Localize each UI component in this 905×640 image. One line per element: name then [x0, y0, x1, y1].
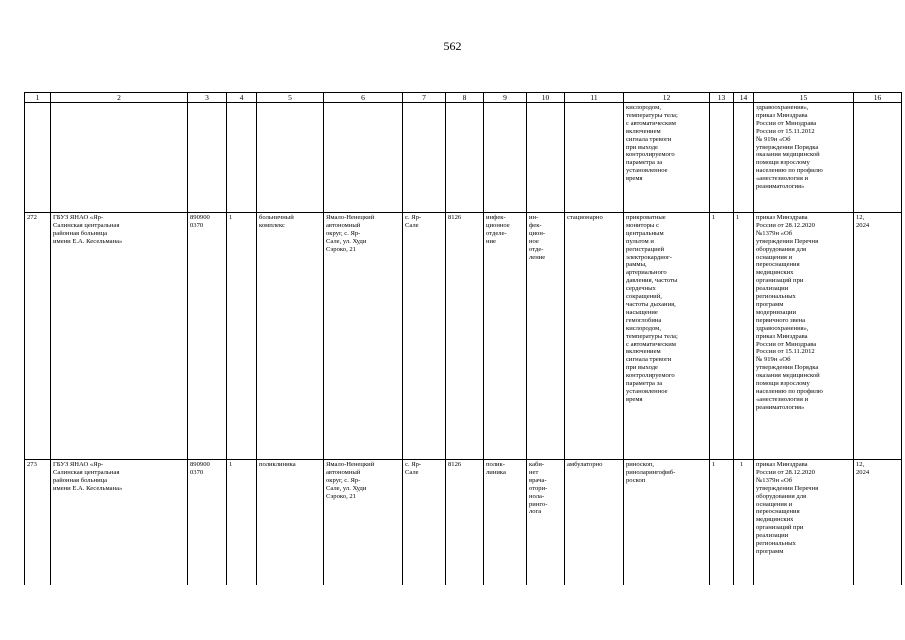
address-cell: Ямало-Ненецкий автономный округ, с. Яр- Сале, ул. Худи Сэроко, 21 — [324, 213, 403, 460]
column-number: 12 — [624, 93, 710, 103]
column-number: 10 — [527, 93, 565, 103]
organization-cell: ГБУЗ ЯНАО «Яр- Салинская центральная районная больница имени Е.А. Кесельмана» — [51, 213, 188, 460]
quantity-cell: 1 — [710, 460, 734, 585]
document-table — [24, 92, 902, 585]
table-row — [25, 213, 902, 460]
column-number-row — [25, 93, 902, 103]
date-cell: 12, 2024 — [854, 460, 902, 585]
department-cell: инфек- ционное отделе- ние — [484, 213, 527, 460]
column-number: 5 — [257, 93, 324, 103]
subdepartment-cell: каби- нет врача- отори- нола- ринго- лога — [527, 460, 565, 585]
code-cell: 890900 0370 — [188, 213, 227, 460]
column-number: 1 — [25, 93, 51, 103]
organization-cell: ГБУЗ ЯНАО «Яр- Салинская центральная районная больница имени Е.А. Кесельмана» — [51, 460, 188, 585]
column-number: 8 — [446, 93, 484, 103]
equipment-cell: прикроватные мониторы с центральным пультом и регистрацией электрокардиог- раммы, артериального давления, частоты сердечных сокращений, частоты дыхания, насыщение гемоглобина кислородом, температуры тела; с автоматическим включением сигнала тревоги при выходе контролируемого параметра за установленное время — [624, 213, 710, 460]
column-number: 9 — [484, 93, 527, 103]
quantity-cell: 1 — [734, 213, 754, 460]
row-number-cell: 273 — [25, 460, 51, 585]
column-number: 16 — [854, 93, 902, 103]
address-cell: Ямало-Ненецкий автономный округ, с. Яр- Сале, ул. Худи Сэроко, 21 — [324, 460, 403, 585]
locality-cell: с. Яр- Сале — [403, 213, 446, 460]
column-number: 2 — [51, 93, 188, 103]
quantity-cell: 1 — [710, 213, 734, 460]
continuation-row — [25, 103, 902, 213]
basis-cell: приказ Минздрава России от 28.12.2020 №1379н «Об утверждении Перечня оборудования для оснащения и переоснащения медицинских организаций при реализации региональных программ — [754, 460, 854, 585]
basis-cell: здравоохранения», приказ Минздрава России от Минздрава России от 15.11.2012 № 919н «Об утверждении Порядка оказания медицинской помощи взрослому населению по профилю «анестезиология и реаниматология» — [754, 103, 854, 213]
column-number: 15 — [754, 93, 854, 103]
facility-type-cell: больничный комплекс — [257, 213, 324, 460]
count-cell: 1 — [227, 213, 257, 460]
column-number: 14 — [734, 93, 754, 103]
locality-cell: с. Яр- Сале — [403, 460, 446, 585]
code-cell: 8126 — [446, 213, 484, 460]
subdepartment-cell: ин- фек- цион- ное отде- ление — [527, 213, 565, 460]
equipment-cell: кислородом, температуры тела; с автоматическим включением сигнала тревоги при выходе контролируемого параметра за установленное время — [624, 103, 710, 213]
department-cell: полик- линика — [484, 460, 527, 585]
column-number: 6 — [324, 93, 403, 103]
column-number: 7 — [403, 93, 446, 103]
quantity-cell: 1 — [734, 460, 754, 585]
page-number: 562 — [443, 39, 462, 53]
column-number: 3 — [188, 93, 227, 103]
code-cell: 8126 — [446, 460, 484, 585]
table-row — [25, 460, 902, 585]
column-number: 4 — [227, 93, 257, 103]
code-cell: 890900 0370 — [188, 460, 227, 585]
count-cell: 1 — [227, 460, 257, 585]
column-number: 11 — [565, 93, 624, 103]
date-cell: 12, 2024 — [854, 213, 902, 460]
row-number-cell: 272 — [25, 213, 51, 460]
basis-cell: приказ Минздрава России от 28.12.2020 №1379н «Об утверждении Перечня оборудования для оснащения и переоснащения медицинских организаций при реализации региональных программ модернизации первичного звена здравоохранения», приказ Минздрава России от Минздрава России от 15.11.2012 № 919н «Об утверждении Порядка оказания медицинской помощи взрослому населению по профилю «анестезиология и реаниматология» — [754, 213, 854, 460]
care-form-cell: стационарно — [565, 213, 624, 460]
column-number: 13 — [710, 93, 734, 103]
equipment-cell: риноскоп, риноларингофиб- роскоп — [624, 460, 710, 585]
care-form-cell: амбулаторно — [565, 460, 624, 585]
facility-type-cell: поликлиника — [257, 460, 324, 585]
